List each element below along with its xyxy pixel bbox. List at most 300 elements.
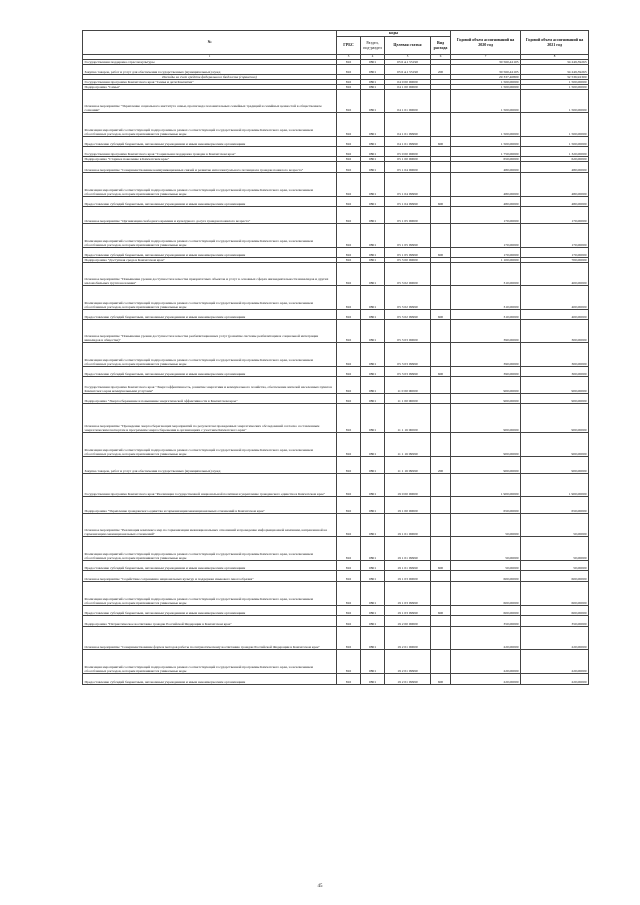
row-grbs: 816 — [337, 513, 361, 536]
row-vid — [431, 285, 451, 309]
row-amount-2021: 350,00000 — [521, 615, 589, 626]
row-name: Предоставление субсидий бюджетным, автономным учреждениям и иным некоммерческим организациям — [83, 673, 337, 684]
row-amount-2021: 34 249,39263 — [521, 59, 589, 64]
row-razdel: 0801 — [361, 560, 385, 570]
row-razdel: 0801 — [361, 673, 385, 684]
table-row — [83, 366, 589, 376]
row-razdel: 0801 — [361, 626, 385, 649]
row-amount-2020: 170,00000 — [451, 206, 521, 223]
row-grbs: 816 — [337, 649, 361, 673]
row-target-code: 03 6 A1 55190 — [385, 64, 431, 74]
row-razdel: 0801 — [361, 146, 385, 156]
row-amount-2021: 170,00000 — [521, 247, 589, 257]
row-vid: 600 — [431, 247, 451, 257]
table-row — [83, 342, 589, 366]
row-target-code: 05 1 04 09990 — [385, 172, 431, 196]
row-amount-2020: 900,00000 — [451, 432, 521, 456]
row-target-code: 19 1 01 09990 — [385, 536, 431, 560]
row-name: Основное мероприятие "Повышение уровня доступности и качества реабилитационных услуг (развитие системы реабилитации и социальной интеграции инвалидов в обществе)" — [83, 319, 337, 342]
row-name: Реализация мероприятий соответствующей подпрограммы в рамках соответствующей государственной программы Камчатского края, за исключением обособленных расходов, которым присваиваются уникальные коды — [83, 285, 337, 309]
row-grbs: 816 — [337, 309, 361, 319]
row-name: Предоставление субсидий бюджетным, автономным учреждениям и иным некоммерческим организациям — [83, 560, 337, 570]
row-amount-2020: 310,00000 — [451, 309, 521, 319]
row-amount-2020: 220,00000 — [451, 673, 521, 684]
row-amount-2020: 480,00000 — [451, 161, 521, 172]
row-amount-2020: 480,00000 — [451, 196, 521, 206]
row-amount-2020: 220,00000 — [451, 626, 521, 649]
col-header-2020: Годовой объем ассигнований на 2020 год — [451, 31, 521, 55]
row-razdel: 0801 — [361, 319, 385, 342]
row-amount-2021: 300,00000 — [521, 342, 589, 366]
row-razdel: 0801 — [361, 473, 385, 496]
row-grbs: 816 — [337, 536, 361, 560]
row-name: Предоставление субсидий бюджетным, автономным учреждениям и иным некоммерческим организациям — [83, 309, 337, 319]
row-name: Предоставление субсидий бюджетным, автономным учреждениям и иным некоммерческим организациям — [83, 136, 337, 146]
row-razdel: 0801 — [361, 342, 385, 366]
row-target-code: 19 2 01 09990 — [385, 649, 431, 673]
row-vid — [431, 393, 451, 403]
table-row — [83, 136, 589, 146]
row-amount-2021: 650,00000 — [521, 496, 589, 513]
table-row — [83, 146, 589, 156]
table-row — [83, 473, 589, 496]
col-header-grbs: ГРБС — [337, 37, 361, 55]
row-vid — [431, 89, 451, 112]
col-header-2021: Годовой объем ассигнований на 2021 год — [521, 31, 589, 55]
row-grbs: 816 — [337, 172, 361, 196]
row-razdel: 0801 — [361, 309, 385, 319]
row-amount-2020: 50,00000 — [451, 536, 521, 560]
row-grbs: 816 — [337, 89, 361, 112]
row-target-code: 05 3 03 09990 — [385, 366, 431, 376]
table-row — [83, 247, 589, 257]
row-razdel: 0801 — [361, 456, 385, 473]
row-name: Основное мероприятие "Реализация комплекса мер по гармонизации межнациональных отношений и проведение информационной кампании, направленной на гармонизацию межнациональных отношений" — [83, 513, 337, 536]
row-vid: 600 — [431, 560, 451, 570]
row-vid — [431, 513, 451, 536]
row-target-code: 04 0 00 00000 — [385, 79, 431, 84]
table-row — [83, 64, 589, 74]
row-target-code: 11 1 00 00000 — [385, 393, 431, 403]
table-row — [83, 285, 589, 309]
row-amount-2020: 1 500,00000 — [451, 79, 521, 84]
row-razdel: 0801 — [361, 172, 385, 196]
row-name: Государственная программа Камчатского края "Семья и дети Камчатки" — [83, 79, 337, 84]
col-number: 7 — [451, 55, 521, 60]
row-amount-2021: 1 500,00000 — [521, 79, 589, 84]
row-razdel: 0801 — [361, 89, 385, 112]
row-razdel: 0801 — [361, 496, 385, 513]
row-name: Подпрограмма "Патриотическое воспитание граждан Российской Федерации в Камчатском крае" — [83, 615, 337, 626]
table-row — [83, 112, 589, 136]
row-amount-2021: 170,00000 — [521, 223, 589, 247]
row-amount-2020: 1 100,00000 — [451, 257, 521, 262]
table-row — [83, 319, 589, 342]
col-header-codes: коды — [337, 31, 451, 37]
row-name: Реализация мероприятий соответствующей подпрограммы в рамках соответствующей государственной программы Камчатского края, за исключением обособленных расходов, которым присваиваются уникальные коды — [83, 432, 337, 456]
row-grbs: 816 — [337, 156, 361, 161]
row-grbs: 816 — [337, 112, 361, 136]
row-name: Подпрограмма "Семья" — [83, 84, 337, 89]
row-amount-2020: 220,00000 — [451, 649, 521, 673]
row-amount-2020: 650,00000 — [451, 496, 521, 513]
row-vid — [431, 161, 451, 172]
row-amount-2020: 600,00000 — [451, 605, 521, 615]
budget-table — [82, 30, 589, 685]
row-grbs: 816 — [337, 376, 361, 393]
row-name: Реализация мероприятий соответствующей подпрограммы в рамках соответствующей государственной программы Камчатского края, за исключением обособленных расходов, которым присваиваются уникальные коды — [83, 581, 337, 605]
row-amount-2020: 390,00000 — [451, 319, 521, 342]
row-grbs: 816 — [337, 247, 361, 257]
row-target-code: 05 1 04 09990 — [385, 196, 431, 206]
row-razdel: 0801 — [361, 403, 385, 432]
row-razdel: 0801 — [361, 247, 385, 257]
row-amount-2021: 600,00000 — [521, 605, 589, 615]
row-amount-2020: 900,00000 — [451, 393, 521, 403]
row-target-code: 19 1 01 09990 — [385, 560, 431, 570]
row-razdel: 0801 — [361, 649, 385, 673]
row-name: Основное мероприятие "Повышение уровня доступности и качества приоритетных объектов и услуг в основных сферах жизнедеятельности инвалидов и других маломобильных групп населения" — [83, 262, 337, 285]
row-amount-2020: 30 560,42105 — [451, 64, 521, 74]
table-row — [83, 615, 589, 626]
row-target-code: 05 1 05 09990 — [385, 247, 431, 257]
row-target-code: 05 3 02 00000 — [385, 262, 431, 285]
row-razdel: 0801 — [361, 257, 385, 262]
col-number: 1 — [83, 55, 337, 60]
row-grbs: 816 — [337, 403, 361, 432]
row-amount-2021: 900,00000 — [521, 456, 589, 473]
row-amount-2021: 600,00000 — [521, 570, 589, 581]
row-amount-2020: 1 500,00000 — [451, 112, 521, 136]
row-amount-2021: 1 500,00000 — [521, 136, 589, 146]
row-name: Основное мероприятие "Проведение энергосберегающих мероприятий по результатам проведенных энергетических обследований согласно составленным энергетическим паспортам и программам энергосбережения в организациях с участием Камчатского края" — [83, 403, 337, 432]
row-amount-2021: 480,00000 — [521, 172, 589, 196]
row-amount-2021: 1 500,00000 — [521, 84, 589, 89]
table-row — [83, 223, 589, 247]
row-name: Подпрограмма "Старшее поколение в Камчатском крае" — [83, 156, 337, 161]
row-vid: 600 — [431, 196, 451, 206]
table-row — [83, 172, 589, 196]
row-razdel: 0801 — [361, 513, 385, 536]
row-amount-2020: 650,00000 — [451, 156, 521, 161]
row-amount-2020: 600,00000 — [451, 581, 521, 605]
row-amount-2021: 600,00000 — [521, 581, 589, 605]
table-row — [83, 393, 589, 403]
table-row — [83, 626, 589, 649]
row-target-code: 05 0 00 00000 — [385, 146, 431, 156]
row-amount-2020: 29 337,40800 — [451, 74, 521, 79]
row-target-code: 03 6 A1 55190 — [385, 59, 431, 64]
row-name: Государственная поддержка отрасли культуры — [83, 59, 337, 64]
row-grbs: 816 — [337, 366, 361, 376]
row-target-code: 05 1 04 00000 — [385, 161, 431, 172]
table-row — [83, 581, 589, 605]
row-razdel: 0801 — [361, 581, 385, 605]
row-name: Основное мероприятие "Укрепление социального института семьи, пропаганда положительных семейных традиций и семейных ценностей в общественном сознании" — [83, 89, 337, 112]
row-razdel: 0801 — [361, 59, 385, 64]
row-grbs: 816 — [337, 206, 361, 223]
row-vid — [431, 536, 451, 560]
row-vid — [431, 172, 451, 196]
table-row — [83, 432, 589, 456]
row-vid — [431, 649, 451, 673]
row-amount-2021: 400,00000 — [521, 309, 589, 319]
row-amount-2021: 700,00000 — [521, 257, 589, 262]
row-amount-2020: 170,00000 — [451, 223, 521, 247]
row-name: Государственная программа Камчатского края "Социальная поддержка граждан в Камчатском крае" — [83, 146, 337, 156]
table-row — [83, 403, 589, 432]
row-target-code: 05 1 05 09990 — [385, 223, 431, 247]
row-amount-2021: 170,00000 — [521, 206, 589, 223]
row-vid — [431, 112, 451, 136]
table-row — [83, 89, 589, 112]
row-grbs: 816 — [337, 605, 361, 615]
row-amount-2021: 900,00000 — [521, 432, 589, 456]
row-vid — [431, 403, 451, 432]
row-razdel: 0801 — [361, 536, 385, 560]
row-amount-2021: 620,00000 — [521, 156, 589, 161]
row-name: Основное мероприятие "Содействие сохранению национальных культур и поддержка языкового многообразия" — [83, 570, 337, 581]
row-amount-2021: 50,00000 — [521, 536, 589, 560]
row-name: Реализация мероприятий соответствующей подпрограммы в рамках соответствующей государственной программы Камчатского края, за исключением обособленных расходов, которым присваиваются уникальные коды — [83, 112, 337, 136]
row-name: Основное мероприятие "Совершенствование форм и методов работы по патриотическому воспитанию граждан Российской Федерации в Камчатском крае" — [83, 626, 337, 649]
table-row — [83, 456, 589, 473]
row-name: Основное мероприятие "Совершенствование коммуникационных связей и развитие интеллектуального потенциала граждан пожилого возраста" — [83, 161, 337, 172]
row-amount-2021: 50,00000 — [521, 513, 589, 536]
row-grbs: 816 — [337, 560, 361, 570]
row-grbs: 816 — [337, 456, 361, 473]
table-row — [83, 196, 589, 206]
row-grbs: 816 — [337, 223, 361, 247]
row-grbs: 816 — [337, 570, 361, 581]
row-vid — [431, 570, 451, 581]
row-name: Реализация мероприятий соответствующей подпрограммы в рамках соответствующей государственной программы Камчатского края, за исключением обособленных расходов, которым присваиваются уникальные коды — [83, 342, 337, 366]
row-razdel: 0801 — [361, 432, 385, 456]
row-target-code: 05 3 03 00000 — [385, 319, 431, 342]
row-target-code: 05 3 00 00000 — [385, 257, 431, 262]
row-target-code: 19 2 01 09990 — [385, 673, 431, 684]
row-name: Государственная программа Камчатского края "Энергоэффективность, развитие энергетики и коммунального хозяйства, обеспечение жителей населенных пунктов Камчатского края коммунальными услугами" — [83, 376, 337, 393]
table-row — [83, 376, 589, 393]
row-amount-2020: 30 560,42105 — [451, 59, 521, 64]
row-vid: 200 — [431, 456, 451, 473]
table-row — [83, 673, 589, 684]
row-grbs: 816 — [337, 432, 361, 456]
row-razdel: 0801 — [361, 570, 385, 581]
row-grbs: 816 — [337, 581, 361, 605]
row-amount-2021: 900,00000 — [521, 376, 589, 393]
row-grbs: 816 — [337, 285, 361, 309]
row-grbs: 816 — [337, 257, 361, 262]
row-razdel: 0801 — [361, 366, 385, 376]
row-amount-2020: 900,00000 — [451, 456, 521, 473]
row-razdel: 0801 — [361, 112, 385, 136]
row-grbs: 816 — [337, 262, 361, 285]
row-vid — [431, 146, 451, 156]
row-vid — [431, 626, 451, 649]
table-row — [83, 513, 589, 536]
row-name: Реализация мероприятий соответствующей подпрограммы в рамках соответствующей государственной программы Камчатского края, за исключением обособленных расходов, которым присваиваются уникальные коды — [83, 172, 337, 196]
row-target-code: 19 2 00 00000 — [385, 615, 431, 626]
row-target-code: 04 1 01 09990 — [385, 112, 431, 136]
row-razdel: 0801 — [361, 136, 385, 146]
row-target-code: 11 1 16 00000 — [385, 403, 431, 432]
row-vid — [431, 581, 451, 605]
row-amount-2020: 1 500,00000 — [451, 84, 521, 89]
row-vid — [431, 262, 451, 285]
row-target-code: 04 1 01 00000 — [385, 89, 431, 112]
row-name: Реализация мероприятий соответствующей подпрограммы в рамках соответствующей государственной программы Камчатского края, за исключением обособленных расходов, которым присваиваются уникальные коды — [83, 649, 337, 673]
row-amount-2021: 400,00000 — [521, 262, 589, 285]
table-row — [83, 309, 589, 319]
row-target-code: 05 1 00 00000 — [385, 156, 431, 161]
row-razdel: 0801 — [361, 376, 385, 393]
row-amount-2020: 50,00000 — [451, 560, 521, 570]
row-target-code: 19 1 03 09990 — [385, 581, 431, 605]
row-name: Государственная программа Камчатского края "Реализация государственной национальной политики и укрепление гражданского единства в Камчатском крае" — [83, 473, 337, 496]
row-name: Подпрограмма "Доступная среда в Камчатском крае" — [83, 257, 337, 262]
row-grbs: 816 — [337, 84, 361, 89]
row-razdel: 0801 — [361, 262, 385, 285]
row-grbs: 816 — [337, 673, 361, 684]
page-number: 45 — [317, 884, 323, 889]
row-razdel: 0801 — [361, 393, 385, 403]
row-amount-2020: 350,00000 — [451, 615, 521, 626]
row-vid — [431, 206, 451, 223]
row-vid — [431, 615, 451, 626]
row-amount-2021: 220,00000 — [521, 626, 589, 649]
row-target-code: 11 1 16 09990 — [385, 456, 431, 473]
col-header-target: Целевая статья — [385, 37, 431, 55]
row-name: Предоставление субсидий бюджетным, автономным учреждениям и иным некоммерческим организациям — [83, 366, 337, 376]
row-grbs: 816 — [337, 79, 361, 84]
row-amount-2020: 310,00000 — [451, 262, 521, 285]
row-vid — [431, 473, 451, 496]
row-amount-2020: 50,00000 — [451, 513, 521, 536]
row-razdel: 0801 — [361, 156, 385, 161]
row-amount-2021: 32 536,92300 — [521, 74, 589, 79]
row-amount-2021: 50,00000 — [521, 560, 589, 570]
row-target-code: 19 2 01 00000 — [385, 626, 431, 649]
row-amount-2021: 480,00000 — [521, 196, 589, 206]
col-number: 8 — [521, 55, 589, 60]
row-amount-2020: 900,00000 — [451, 403, 521, 432]
row-target-code: 19 1 03 00000 — [385, 570, 431, 581]
row-amount-2020: 900,00000 — [451, 376, 521, 393]
row-razdel: 0801 — [361, 196, 385, 206]
row-target-code: 04 1 00 00000 — [385, 84, 431, 89]
table-row — [83, 649, 589, 673]
row-grbs: 816 — [337, 496, 361, 513]
row-name: Основное мероприятие "Организация свободного времени и культурного досуга граждан пожилого возраста" — [83, 206, 337, 223]
row-amount-2021: 220,00000 — [521, 673, 589, 684]
row-name: Предоставление субсидий бюджетным, автономным учреждениям и иным некоммерческим организациям — [83, 196, 337, 206]
row-vid: 600 — [431, 309, 451, 319]
row-name: Предоставление субсидий бюджетным, автономным учреждениям и иным некоммерческим организациям — [83, 247, 337, 257]
row-amount-2021: 1 500,00000 — [521, 89, 589, 112]
row-amount-2021: 900,00000 — [521, 393, 589, 403]
row-amount-2020: 390,00000 — [451, 366, 521, 376]
row-amount-2021: 400,00000 — [521, 285, 589, 309]
row-target-code: 05 1 05 00000 — [385, 206, 431, 223]
row-grbs: 816 — [337, 146, 361, 156]
row-amount-2021: 1 900,00000 — [521, 473, 589, 496]
row-amount-2021: 34 249,39263 — [521, 64, 589, 74]
row-vid — [431, 432, 451, 456]
row-name: Предоставление субсидий бюджетным, автономным учреждениям и иным некоммерческим организациям — [83, 605, 337, 615]
row-vid — [431, 223, 451, 247]
row-razdel: 0801 — [361, 605, 385, 615]
row-grbs: 816 — [337, 59, 361, 64]
row-grbs: 816 — [337, 342, 361, 366]
row-target-code: 05 3 02 09990 — [385, 309, 431, 319]
table-row — [83, 560, 589, 570]
row-name: Реализация мероприятий соответствующей подпрограммы в рамках соответствующей государственной программы Камчатского края, за исключением обособленных расходов, которым присваиваются уникальные коды — [83, 223, 337, 247]
row-razdel: 0801 — [361, 223, 385, 247]
row-amount-2020: 390,00000 — [451, 342, 521, 366]
row-vid: 600 — [431, 136, 451, 146]
budget-sheet — [82, 30, 588, 685]
col-header-number: № — [83, 31, 337, 55]
col-number: 4 — [361, 55, 385, 60]
table-row — [83, 570, 589, 581]
row-amount-2021: 1 320,00000 — [521, 146, 589, 156]
col-header-razdel: Раздел, под-раздел — [361, 37, 385, 55]
row-target-code: 11 0 00 00000 — [385, 376, 431, 393]
row-target-code: 05 3 02 09990 — [385, 285, 431, 309]
table-row — [83, 206, 589, 223]
row-grbs: 816 — [337, 161, 361, 172]
row-grbs: 816 — [337, 615, 361, 626]
row-grbs: 816 — [337, 319, 361, 342]
col-header-vid: Вид расхода — [431, 37, 451, 55]
row-target-code: 05 3 03 09990 — [385, 342, 431, 366]
row-vid — [431, 496, 451, 513]
col-number: 3 — [337, 55, 361, 60]
row-amount-2020: 1 900,00000 — [451, 473, 521, 496]
table-row — [83, 536, 589, 560]
row-razdel: 0801 — [361, 285, 385, 309]
row-grbs: 816 — [337, 136, 361, 146]
row-razdel: 0801 — [361, 64, 385, 74]
row-target-code: 04 1 01 09990 — [385, 136, 431, 146]
row-razdel: 0801 — [361, 615, 385, 626]
row-vid — [431, 342, 451, 366]
row-amount-2021: 300,00000 — [521, 319, 589, 342]
row-amount-2021: 300,00000 — [521, 366, 589, 376]
row-vid — [431, 319, 451, 342]
row-name: Закупка товаров, работ и услуг для обеспечения государственных (муниципальных) нужд — [83, 64, 337, 74]
row-name: Подпрограмма "Укрепление гражданского единства и гармонизация межнациональных отношений в Камчатском крае" — [83, 496, 337, 513]
row-amount-2021: 900,00000 — [521, 403, 589, 432]
row-target-code: 19 1 03 09990 — [385, 605, 431, 615]
row-amount-2020: 1 500,00000 — [451, 89, 521, 112]
row-target-code: 19 1 01 00000 — [385, 513, 431, 536]
row-name: Подпрограмма "Энергосбережение и повышение энергетической эффективности в Камчатском крае" — [83, 393, 337, 403]
row-razdel: 0801 — [361, 161, 385, 172]
row-grbs: 816 — [337, 626, 361, 649]
row-target-code: 11 1 16 09990 — [385, 432, 431, 456]
row-target-code: 19 1 00 00000 — [385, 496, 431, 513]
row-amount-2020: 1 500,00000 — [451, 136, 521, 146]
row-vid: 600 — [431, 605, 451, 615]
col-number: 6 — [431, 55, 451, 60]
row-name: Закупка товаров, работ и услуг для обеспечения государственных (муниципальных) нужд — [83, 456, 337, 473]
row-amount-2020: 170,00000 — [451, 247, 521, 257]
row-grbs: 816 — [337, 473, 361, 496]
row-amount-2020: 310,00000 — [451, 285, 521, 309]
row-amount-2020: 1 750,00000 — [451, 146, 521, 156]
